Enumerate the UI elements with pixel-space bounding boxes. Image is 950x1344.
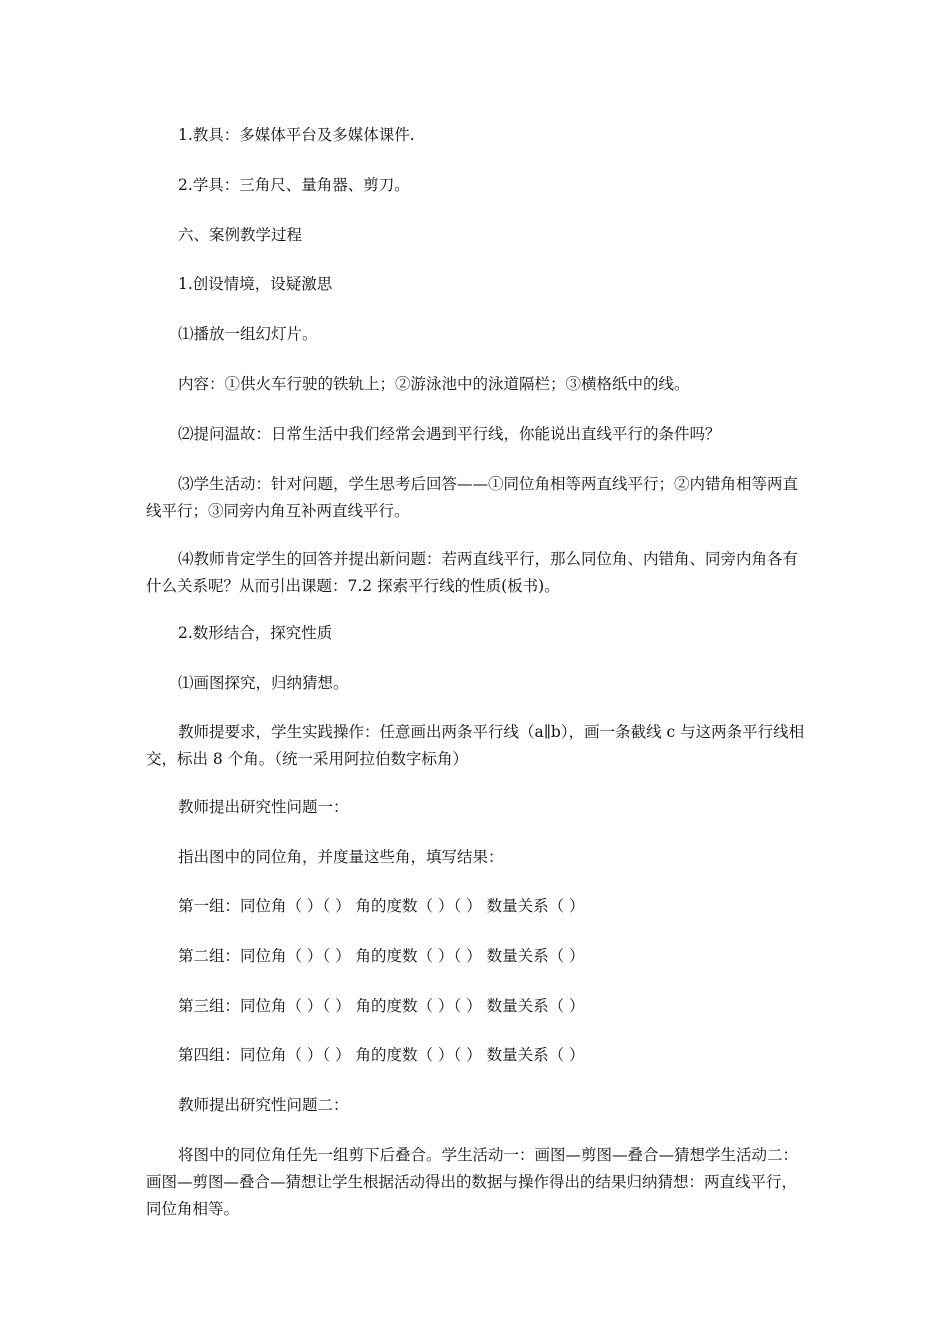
paragraph-group-one: 第一组：同位角（ ）（ ） 角的度数（ ）（ ） 数量关系（ ） (178, 897, 585, 915)
paragraph-content: 内容：①供火车行驶的铁轨上；②游泳池中的泳道隔栏；③横格纸中的线。 (178, 375, 690, 393)
subheading-combine-shapes: 2.数形结合，探究性质 (178, 624, 333, 642)
paragraph-cut-and-overlap: 将图中的同位角任先一组剪下后叠合。学生活动一：画图—剪图—叠合—猜想学生活动二：画图—剪图—叠合—猜想让学生根据活动得出的数据与操作得出的结果归纳猜想：两直线平行，同位角相等。 (146, 1146, 799, 1218)
paragraph-group-two: 第二组：同位角（ ）（ ） 角的度数（ ）（ ） 数量关系（ ） (178, 947, 585, 965)
subheading-create-situation: 1.创设情境，设疑激思 (178, 275, 333, 293)
paragraph-teaching-tools: 1.教具：多媒体平台及多媒体课件. (178, 126, 415, 144)
section-heading-teaching-process: 六、案例教学过程 (178, 226, 303, 244)
paragraph-draw-explore: ⑴画图探究，归纳猜想。 (178, 674, 349, 692)
paragraph-teacher-new-question: ⑷教师肯定学生的回答并提出新问题：若两直线平行，那么同位角、内错角、同旁内角各有什么关系呢？从而引出课题：7.2 探索平行线的性质(板书)。 (146, 550, 799, 595)
paragraph-teacher-requirement: 教师提要求，学生实践操作：任意画出两条平行线（a∥b），画一条截线 c 与这两条平行线相交，标出 8 个角。（统一采用阿拉伯数字标角） (146, 723, 805, 768)
paragraph-student-activity: ⑶学生活动：针对问题，学生思考后回答——①同位角相等两直线平行；②内错角相等两直线平行；③同旁内角互补两直线平行。 (146, 475, 799, 520)
paragraph-research-question-one: 教师提出研究性问题一： (178, 798, 349, 816)
paragraph-research-question-two: 教师提出研究性问题二： (178, 1096, 349, 1114)
paragraph-play-slides: ⑴播放一组幻灯片。 (178, 325, 318, 343)
paragraph-review-question: ⑵提问温故：日常生活中我们经常会遇到平行线，你能说出直线平行的条件吗？ (178, 425, 721, 443)
paragraph-group-three: 第三组：同位角（ ）（ ） 角的度数（ ）（ ） 数量关系（ ） (178, 997, 585, 1015)
paragraph-group-four: 第四组：同位角（ ）（ ） 角的度数（ ）（ ） 数量关系（ ） (178, 1046, 585, 1064)
paragraph-identify-angles: 指出图中的同位角，并度量这些角，填写结果： (178, 848, 504, 866)
paragraph-student-tools: 2.学具：三角尺、量角器、剪刀。 (178, 176, 410, 194)
